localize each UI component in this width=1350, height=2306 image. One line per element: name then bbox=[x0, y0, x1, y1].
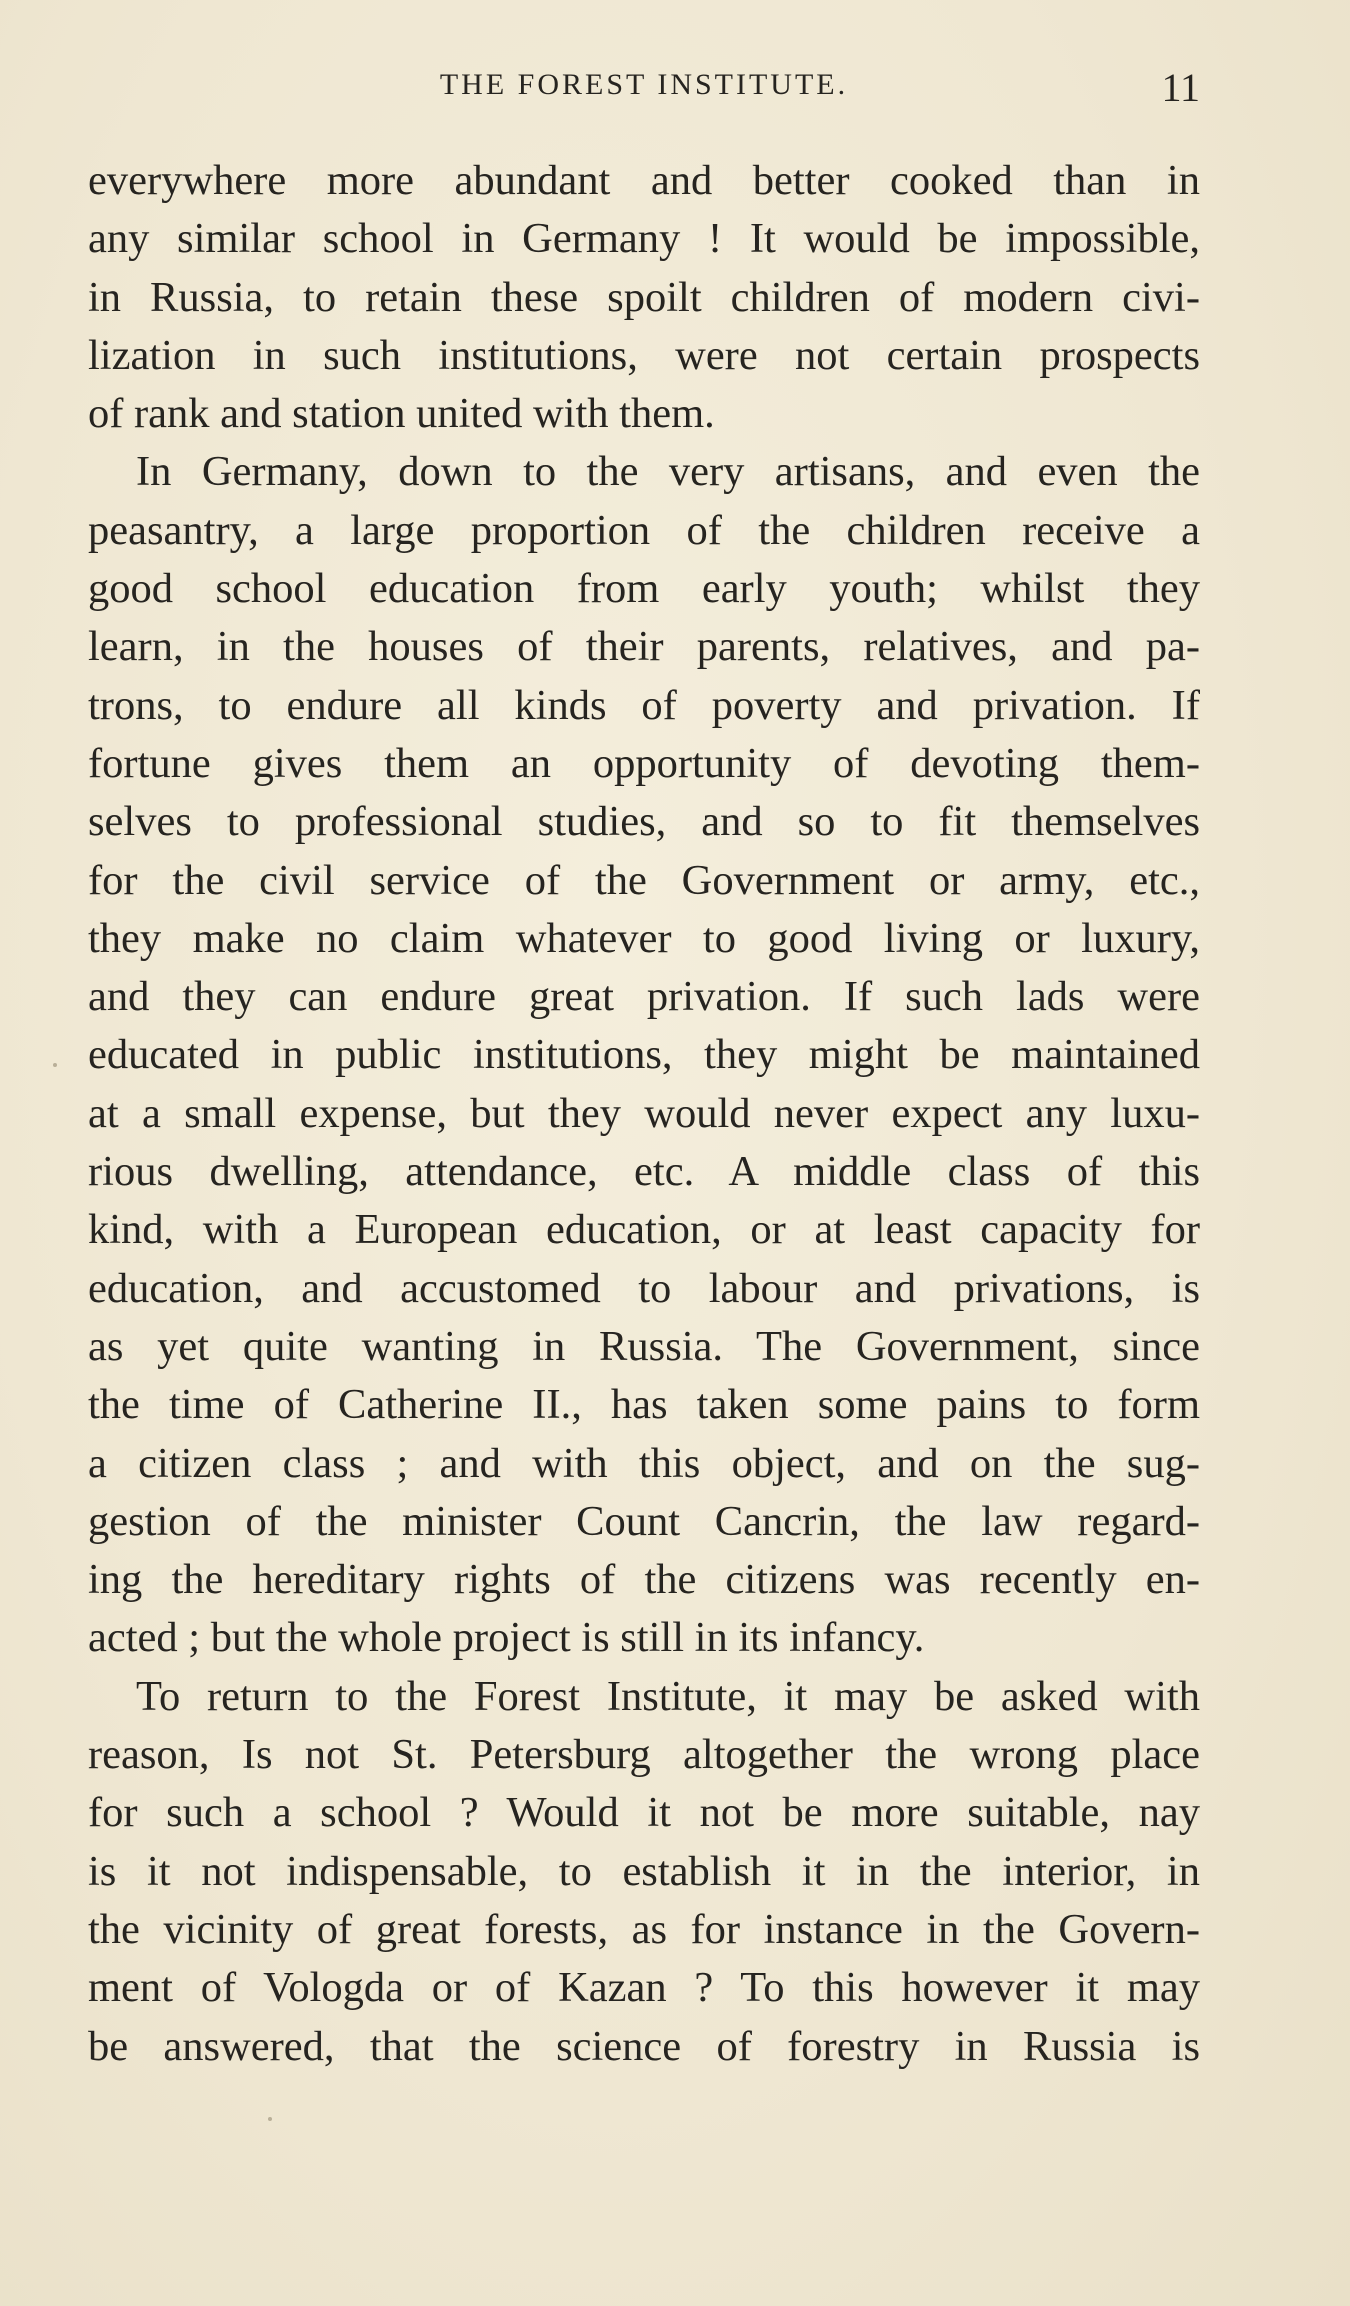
page-number: 11 bbox=[1161, 65, 1200, 110]
text-line: education, and accustomed to labour and privations, is bbox=[88, 1264, 1200, 1312]
text-line: a citizen class ; and with this object, and on the sug- bbox=[88, 1439, 1200, 1487]
text-line: gestion of the minister Count Cancrin, the law regard- bbox=[88, 1497, 1200, 1545]
text-line: and they can endure great privation. If such lads were bbox=[88, 973, 1200, 1021]
text-line: the vicinity of great forests, as for instance in the Govern- bbox=[88, 1905, 1200, 1953]
text-line: trons, to endure all kinds of poverty and privation. If bbox=[88, 681, 1200, 729]
text-line: any similar school in Germany ! It would be impossible, bbox=[88, 215, 1200, 263]
text-line: of rank and station united with them. bbox=[88, 390, 715, 438]
text-line: in Russia, to retain these spoilt children of modern civi- bbox=[88, 273, 1200, 321]
text-line: ment of Vologda or of Kazan ? To this however it may bbox=[88, 1964, 1200, 2012]
text-line: peasantry, a large proportion of the children receive a bbox=[88, 506, 1200, 554]
text-line: kind, with a European education, or at least capacity for bbox=[88, 1206, 1200, 1254]
text-line: fortune gives them an opportunity of devoting them- bbox=[88, 739, 1200, 787]
text-line: for the civil service of the Government or army, etc., bbox=[88, 856, 1200, 904]
paper-speck bbox=[268, 2117, 272, 2121]
text-line: lization in such institutions, were not certain prospects bbox=[88, 331, 1200, 379]
paper-speck bbox=[53, 1063, 57, 1067]
text-line: selves to professional studies, and so to fit themselves bbox=[88, 798, 1200, 846]
text-line: acted ; but the whole project is still in its infancy. bbox=[88, 1614, 925, 1662]
text-line: at a small expense, but they would never expect any luxu- bbox=[88, 1089, 1200, 1137]
text-line: for such a school ? Would it not be more suitable, nay bbox=[88, 1789, 1200, 1837]
text-line: the time of Catherine II., has taken some pains to form bbox=[88, 1381, 1200, 1429]
text-line: To return to the Forest Institute, it may be asked with bbox=[136, 1672, 1200, 1720]
running-head bbox=[88, 64, 1200, 108]
text-line: they make no claim whatever to good living or luxury, bbox=[88, 914, 1200, 962]
body-text bbox=[88, 152, 1200, 2076]
text-line: ing the hereditary rights of the citizens was recently en- bbox=[88, 1556, 1200, 1604]
text-line: learn, in the houses of their parents, relatives, and pa- bbox=[88, 623, 1200, 671]
text-line: In Germany, down to the very artisans, and even the bbox=[136, 448, 1200, 496]
text-line: good school education from early youth; whilst they bbox=[88, 565, 1200, 613]
text-line: be answered, that the science of forestry in Russia is bbox=[88, 2022, 1200, 2070]
text-line: rious dwelling, attendance, etc. A middle class of this bbox=[88, 1148, 1200, 1196]
text-line: as yet quite wanting in Russia. The Government, since bbox=[88, 1322, 1200, 1370]
text-line: everywhere more abundant and better cooked than in bbox=[88, 157, 1200, 204]
text-line: educated in public institutions, they might be maintained bbox=[88, 1031, 1200, 1079]
text-line: reason, Is not St. Petersburg altogether the wrong place bbox=[88, 1731, 1200, 1779]
text-line: is it not indispensable, to establish it in the interior, in bbox=[88, 1847, 1200, 1895]
running-title: THE FOREST INSTITUTE. bbox=[439, 68, 849, 101]
